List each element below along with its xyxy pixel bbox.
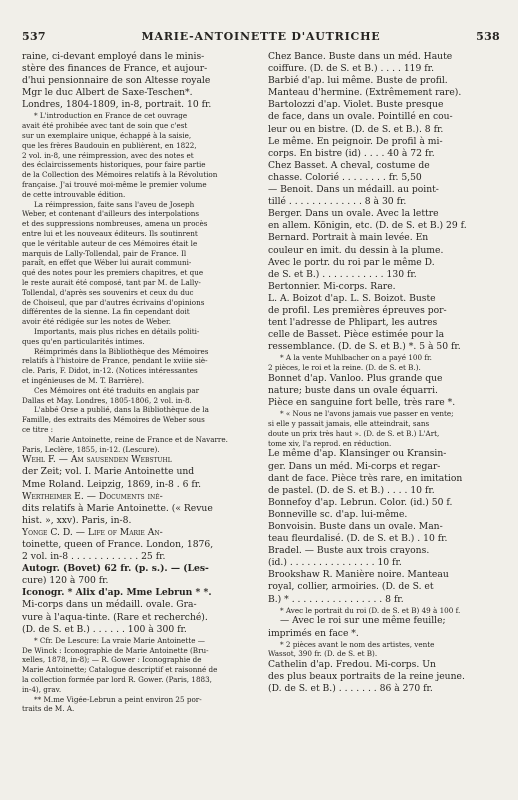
text-line: raine, ci-devant employé dans le minis-: [22, 51, 205, 62]
text-line: Bartolozzi d'ap. Violet. Buste presque: [268, 99, 444, 111]
footnote-line: xelles, 1878, in-8); — R. Gower : Iconographie de: [22, 655, 202, 665]
text-line: celle de Basset. Pièce estimée pour la: [268, 329, 445, 341]
text-line: Chez Bance. Buste dans un méd. Haute: [268, 51, 453, 62]
text-line: ger. Dans un méd. Mi-corps et regar-: [268, 460, 441, 472]
text-line: Wehl F. — Am sausenden Webstuhl: [22, 454, 172, 466]
text-line: de face, dans un ovale. Pointillé en cou-: [268, 111, 453, 123]
footnote-line: sur un exemplaire unique, échappé à la saisie,: [22, 131, 192, 141]
footnote-line: Paris, Leclère, 1855, in-12. (Lescure).: [22, 444, 160, 454]
footnote-line: tome xiv, l'a reprod. en réduction.: [268, 438, 392, 448]
footnote-line: avoir été rédigée sur les notes de Weber.: [22, 317, 171, 327]
text-line: teau fleurdalisé. (D. de S. et B.) . 10 fr.: [268, 533, 448, 545]
footnote-line: L'abbé Orse a publié, dans la Bibliothèque de la: [34, 405, 209, 415]
footnote-line: ce titre :: [22, 424, 54, 434]
text-line: Chez Basset. A cheval, costume de: [268, 159, 430, 171]
text-line: (D. de S. et B.) . . . . . . . 86 à 270 fr.: [268, 683, 433, 695]
text-line: — Benoit. Dans un médaill. au point-: [268, 184, 439, 196]
text-line: de S. et B.) . . . . . . . . . . . 130 fr.: [268, 268, 417, 280]
left-column: [22, 51, 254, 714]
footnote-line: des éclaircissements historiques, pour faire partie: [22, 160, 206, 170]
text-line: Mme Roland. Leipzig, 1869, in-8 . 6 fr.: [22, 478, 202, 490]
footnote-line: de Choiseul, que par d'autres écrivains d'opinions: [22, 297, 205, 307]
footnote-line: Wassot, 390 fr. (D. de S. et B).: [268, 649, 378, 659]
footnote-line: de la Collection des Mémoires relatifs à la Révolution: [22, 170, 218, 180]
text-line: cure) 120 à 700 fr.: [22, 575, 109, 587]
footnote-line: que le véritable auteur de ces Mémoires était le: [22, 238, 198, 248]
text-line: Bernard. Portrait à main levée. En: [268, 232, 429, 244]
footnote-line: Marie Antoinette; Catalogue descriptif et raisonné de: [22, 665, 218, 675]
text-line: des plus beaux portraits de la reine jeune.: [268, 671, 465, 683]
text-line: L. A. Boizot d'ap. L. S. Boizot. Buste: [268, 292, 436, 304]
footnote-line: Importants, mais plus riches en détails politi-: [34, 327, 200, 336]
text-line: Bradel. — Buste aux trois crayons.: [268, 545, 430, 557]
footnote-line: que les frères Baudouin en publièrent, en 1822,: [22, 140, 197, 150]
footnote-line: De Winck : Iconographie de Marie Antoinette (Bru-: [22, 645, 209, 655]
text-line: leur ou en bistre. (D. de S. et B.). 8 fr.: [268, 123, 444, 135]
text-line: — Avec le roi sur une même feuille;: [280, 615, 446, 627]
footnote-line: avait été prohibée avec tant de soin que c'est: [22, 121, 188, 131]
footnote-line: cle. Paris, F. Didot, in-12. (Notices intéressantes: [22, 366, 198, 376]
footnote-line: * A la vente Muhlbacher on a payé 100 fr.: [280, 353, 432, 363]
text-line: tillé . . . . . . . . . . . . . 8 à 30 fr.: [268, 196, 407, 208]
text-line: Barbié d'ap. lui même. Buste de profil.: [268, 75, 448, 87]
text-line: hist. », xxv). Paris, in-8.: [22, 514, 132, 526]
text-line: Le même. En peignoir. De profil à mi-: [268, 135, 443, 147]
footnote-line: Tollendal, d'après ses souvenirs et ceux du duc: [22, 287, 194, 297]
text-line: Bertonnier. Mi-corps. Rare.: [268, 280, 396, 292]
text-line: Avec le portr. du roi par le même D.: [268, 256, 435, 268]
text-line: Bonnet d'ap. Vanloo. Plus grande que: [268, 372, 443, 384]
text-line: (id.) . . . . . . . . . . . . . . . 10 fr.: [268, 557, 402, 569]
text-line: ressemblance. (D. de S. et B.) *. 5 à 50 fr.: [268, 341, 461, 353]
text-line: imprimés en face *.: [268, 627, 359, 639]
text-line: Mgr le duc Albert de Saxe-Teschen*.: [22, 87, 193, 99]
text-line: tent l'adresse de Phlipart, les autres: [268, 317, 438, 329]
footnote-line: Famille, des extraits des Mémoires de Weber sous: [22, 415, 205, 425]
text-line: d'hui pensionnaire de son Altesse royale: [22, 75, 211, 87]
footnote-line: 2 vol. in-8, une réimpression, avec des notes et: [22, 150, 194, 160]
text-line: Bonvoisin. Buste dans un ovale. Man-: [268, 520, 443, 532]
footnote-line: française. J'ai trouvé moi-même le premier volume: [22, 180, 207, 190]
text-line: Yonge C. D. — Life of Marie An-: [22, 526, 163, 538]
footnote-line: 2 pièces, le roi et la reine. (D. de S. et B.).: [268, 363, 421, 373]
footnote-line: * « Nous ne l'avons jamais vue passer en vente;: [280, 409, 454, 419]
footnote-line: Dallas et May. Londres, 1805-1806, 2 vol. in-8.: [22, 395, 192, 405]
text-line: Wertheimer E. — Documents iné-: [22, 490, 163, 502]
text-line: royal, collier, armoiries. (D. de S. et: [268, 581, 434, 593]
footnote-line: in-4), grav.: [22, 684, 62, 694]
footnote-line: traits de M. A.: [22, 704, 75, 714]
text-line: en allem. Königin, etc. (D. de S. et B.) 29 f.: [268, 220, 467, 232]
footnote-line: Marie Antoinette, reine de France et de Navarre.: [48, 434, 228, 444]
footnote-line: la collection formée par lord R. Gower. (Paris, 1883,: [22, 674, 212, 684]
text-line: Autogr. (Bovet) 62 fr. (p. s.). — (Les-: [22, 563, 209, 575]
running-header: [22, 30, 500, 43]
text-line: vure à l'aqua-tinte. (Rare et recherché).: [22, 611, 208, 623]
footnote-line: Ces Mémoires ont été traduits en anglais par: [34, 385, 200, 395]
text-line: toinette, queen of France. London, 1876,: [22, 539, 214, 551]
text-line: Manteau d'hermine. (Extrêmement rare).: [268, 87, 462, 99]
text-line: 2 vol. in-8 . . . . . . . . . . . . 25 fr.: [22, 551, 166, 563]
text-line: B.) * . . . . . . . . . . . . . . . . 8 fr.: [268, 593, 404, 605]
footnote-line: différentes de la sienne. La fin cependant doit: [22, 307, 190, 317]
text-line: Cathelin d'ap. Fredou. Mi-corps. Un: [268, 659, 436, 671]
text-line: coiffure. (D. de S. et B.) . . . . 119 fr.: [268, 63, 434, 75]
footnote-line: La réimpression, faite sans l'aveu de Joseph: [34, 199, 195, 209]
text-line: Brookshaw R. Manière noire. Manteau: [268, 569, 449, 581]
text-line: Mi-corps dans un médaill. ovale. Gra-: [22, 599, 197, 611]
text-line: (D. de S. et B.) . . . . . . 100 à 300 fr.: [22, 623, 187, 635]
footnote-line: entre lui et les nouveaux éditeurs. Ils soutinrent: [22, 229, 198, 239]
text-line: corps. En bistre (id) . . . . 40 à 72 fr.: [268, 147, 435, 159]
text-line: couleur en imit. du dessin à la plume.: [268, 244, 444, 256]
footnote-line: relatifs à l'histoire de France, pendant le xviiie siè-: [22, 356, 208, 366]
footnote-line: * Cfr. De Lescure: La vraie Marie Antoinette —: [34, 635, 205, 645]
footnote-line: Weber, et contenant d'ailleurs des interpolations: [22, 209, 200, 219]
text-line: chasse. Colorié . . . . . . . . fr. 5,50: [268, 171, 422, 183]
footnote-line: * Avec le portrait du roi (D. de S. et B) 49 à 100 f.: [280, 605, 461, 615]
footnote-line: marquis de Lally-Tollendal, pair de France. Il: [22, 248, 187, 258]
footnote-line: Réimprimés dans la Bibliothèque des Mémoires: [34, 346, 209, 356]
footnote-line: paraît, en effet que Wéber lui aurait communi-: [22, 258, 192, 268]
text-line: Pièce en sanguine fort belle, très rare *.: [268, 397, 456, 409]
footnote-line: doute un prix très haut ». (D. de S. et B.) L'Art,: [268, 428, 440, 438]
footnote-line: de cette introuvable édition.: [22, 189, 126, 199]
right-column: [268, 51, 500, 714]
text-line: dant de face. Pièce très rare, en imitation: [268, 472, 463, 484]
text-line: Londres, 1804-1809, in-8, portrait. 10 fr.: [22, 99, 212, 111]
text-line: de pastel. (D. de S. et B.) . . . . 10 fr.: [268, 484, 435, 496]
footnote-line: * L'introduction en France de cet ouvrage: [34, 111, 188, 121]
text-line: Bonneville sc. d'ap. lui-même.: [268, 508, 408, 520]
text-line: nature; buste dans un ovale équarri.: [268, 385, 438, 397]
footnote-line: ques qu'en particularités intimes.: [22, 336, 145, 346]
text-line: Le même d'ap. Klansinger ou Kransin-: [268, 448, 447, 460]
footnote-line: si elle y passait jamais, elle atteindrait, sans: [268, 419, 430, 429]
text-line: der Zeit; vol. I. Marie Antoinette und: [22, 466, 195, 478]
footnote-line: et ingénieuses de M. T. Barrière).: [22, 375, 145, 385]
footnote-line: qué des notes pour les premiers chapitres, et que: [22, 268, 204, 278]
text-line: Bonnefoy d'ap. Lebrun. Color. (id.) 50 f.: [268, 496, 453, 508]
right-page-number: 538: [476, 30, 500, 43]
footnote-line: et des suppressions nombreuses, amena un procès: [22, 219, 208, 229]
text-line: Iconogr. * Alix d'ap. Mme Lebrun * *.: [22, 587, 212, 599]
text-line: stère des finances de France, et aujour-: [22, 63, 208, 75]
text-line: dits relatifs à Marie Antoinette. (« Revue: [22, 502, 213, 514]
footnote-line: ** M.me Vigée-Lebrun a peint environ 25 por-: [34, 694, 202, 704]
text-line: de profil. Les premières épreuves por-: [268, 304, 447, 316]
text-line: Berger. Dans un ovale. Avec la lettre: [268, 208, 439, 220]
running-title: MARIE-ANTOINETTE D'AUTRICHE: [141, 30, 381, 43]
footnote-line: le reste aurait été composé, tant par M. de Lally-: [22, 278, 201, 288]
footnote-line: * 2 pièces avant le nom des artistes, vente: [280, 639, 435, 649]
left-page-number: 537: [22, 30, 46, 43]
